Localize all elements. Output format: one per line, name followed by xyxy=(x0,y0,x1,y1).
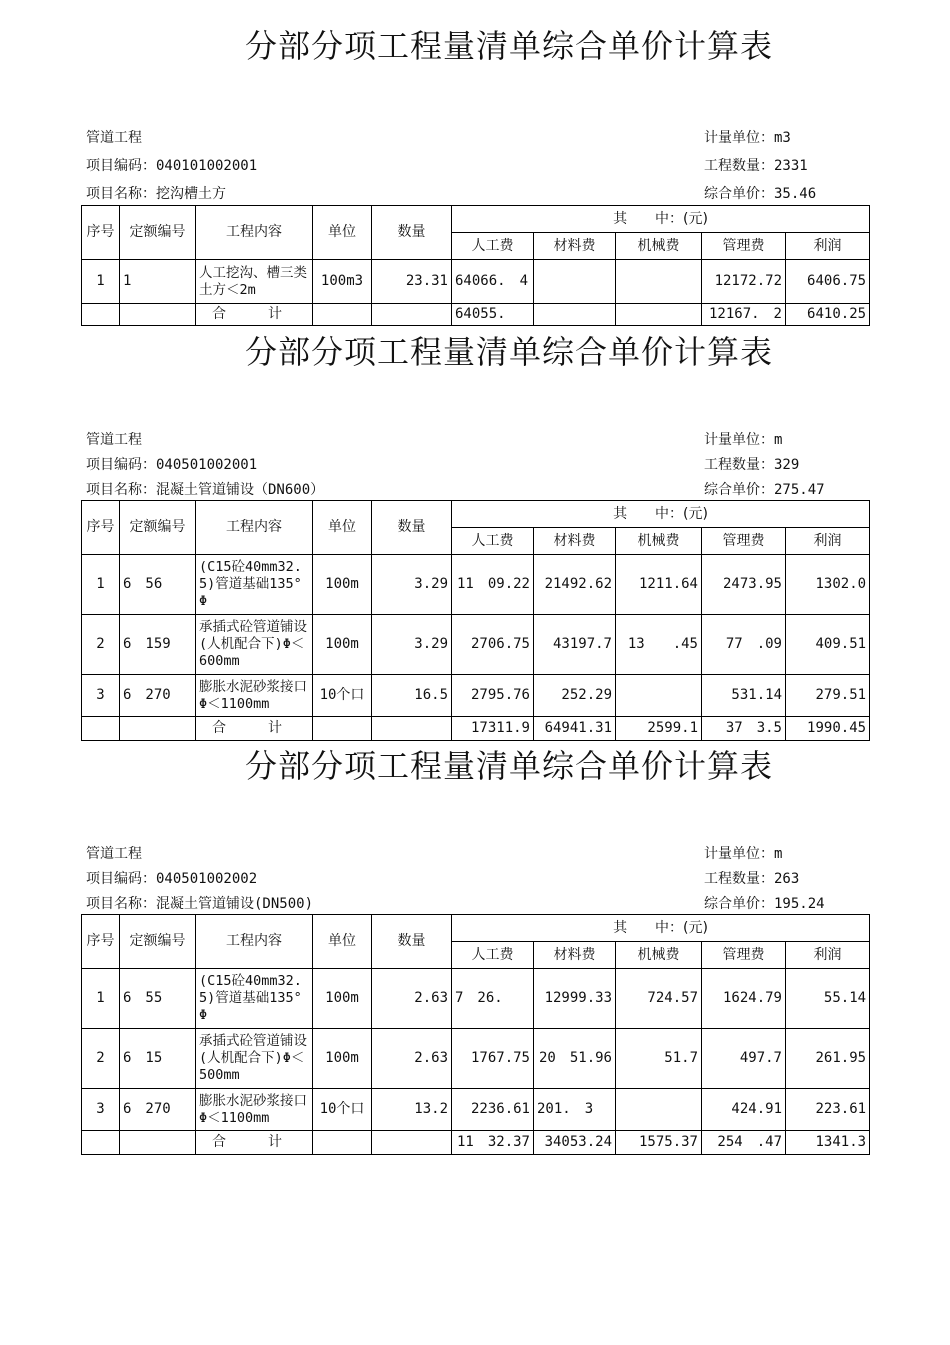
cell-quota: 6 15 xyxy=(120,1029,196,1089)
header-unit: 单位 xyxy=(313,501,372,555)
cell-profit: 261.95 xyxy=(786,1029,870,1089)
cell-content: 承插式砼管道铺设(人机配合下)Φ＜500mm xyxy=(196,1029,313,1089)
cell-seq: 2 xyxy=(82,615,120,675)
header-machine: 机械费 xyxy=(616,233,702,260)
cell-quota: 6 55 xyxy=(120,969,196,1029)
cell-material: 20 51.96 xyxy=(534,1029,616,1089)
table-row xyxy=(82,615,870,675)
header-mgmt: 管理费 xyxy=(702,528,786,555)
cell-content: (C15砼40mm32.5)管道基础135°Φ xyxy=(196,969,313,1029)
cell-labor: 2236.61 xyxy=(452,1089,534,1131)
cell-seq: 1 xyxy=(82,969,120,1029)
header-among: 其 中：(元) xyxy=(452,206,870,233)
unit-price-label: 综合单价：35.46 xyxy=(704,186,817,202)
cell-quota: 1 xyxy=(120,260,196,304)
cell-material: 21492.62 xyxy=(534,555,616,615)
cell-mgmt: 497.7 xyxy=(702,1029,786,1089)
header-quota: 定额编号 xyxy=(120,915,196,969)
cell-content: 膨胀水泥砂浆接口Φ＜1100mm xyxy=(196,675,313,717)
cell-unit: 10个口 xyxy=(313,1089,372,1131)
item-code: 项目编码：040101002001 xyxy=(86,158,258,174)
cell-mgmt: 77 .09 xyxy=(702,615,786,675)
header-labor: 人工费 xyxy=(452,528,534,555)
page-title: 分部分项工程量清单综合单价计算表 xyxy=(245,747,774,785)
cell-machine: 13 .45 xyxy=(616,615,702,675)
cell-labor: 64066. 4 xyxy=(452,260,534,304)
cell-unit: 100m xyxy=(313,1029,372,1089)
unit-price-label: 综合单价：275.47 xyxy=(704,482,825,498)
header-seq: 序号 xyxy=(82,915,120,969)
total-material: 64941.31 xyxy=(534,717,616,741)
cell-machine: 724.57 xyxy=(616,969,702,1029)
header-profit: 利润 xyxy=(786,528,870,555)
total-mgmt: 12167. 2 xyxy=(702,304,786,326)
cell-qty: 13.2 xyxy=(372,1089,452,1131)
header-quota: 定额编号 xyxy=(120,501,196,555)
total-machine xyxy=(616,304,702,326)
cell-profit: 279.51 xyxy=(786,675,870,717)
item-name: 项目名称：挖沟槽土方 xyxy=(86,186,226,202)
item-name: 项目名称：混凝土管道铺设（DN600） xyxy=(86,482,325,498)
cell-qty: 2.63 xyxy=(372,969,452,1029)
total-label: 合 计 xyxy=(196,1131,313,1155)
cell-machine: 1211.64 xyxy=(616,555,702,615)
total-profit: 6410.25 xyxy=(786,304,870,326)
total-machine: 2599.1 xyxy=(616,717,702,741)
header-labor: 人工费 xyxy=(452,233,534,260)
project-label: 管道工程 xyxy=(86,130,142,146)
unit-label: 计量单位：m xyxy=(704,846,783,862)
header-profit: 利润 xyxy=(786,942,870,969)
total-labor: 17311.9 xyxy=(452,717,534,741)
cell-profit: 409.51 xyxy=(786,615,870,675)
project-label: 管道工程 xyxy=(86,432,142,448)
header-quota: 定额编号 xyxy=(120,206,196,260)
cell-machine xyxy=(616,260,702,304)
total-mgmt: 254 .47 xyxy=(702,1131,786,1155)
cell-seq: 3 xyxy=(82,1089,120,1131)
cost-table xyxy=(81,914,870,1155)
cell-profit: 1302.0 xyxy=(786,555,870,615)
table-row xyxy=(82,555,870,615)
total-labor: 11 32.37 xyxy=(452,1131,534,1155)
cell-labor: 2706.75 xyxy=(452,615,534,675)
unit-label: 计量单位：m3 xyxy=(704,130,791,146)
header-content: 工程内容 xyxy=(196,206,313,260)
total-row xyxy=(82,1131,870,1155)
total-mgmt: 37 3.5 xyxy=(702,717,786,741)
cell-seq: 3 xyxy=(82,675,120,717)
cell-mgmt: 1624.79 xyxy=(702,969,786,1029)
total-material xyxy=(534,304,616,326)
cell-material: 12999.33 xyxy=(534,969,616,1029)
cell-content: (C15砼40mm32.5)管道基础135°Φ xyxy=(196,555,313,615)
header-seq: 序号 xyxy=(82,206,120,260)
header-seq: 序号 xyxy=(82,501,120,555)
item-code: 项目编码：040501002001 xyxy=(86,457,258,473)
cell-seq: 1 xyxy=(82,260,120,304)
cell-material: 43197.7 xyxy=(534,615,616,675)
table-row xyxy=(82,675,870,717)
total-material: 34053.24 xyxy=(534,1131,616,1155)
header-qty: 数量 xyxy=(372,206,452,260)
header-labor: 人工费 xyxy=(452,942,534,969)
project-label: 管道工程 xyxy=(86,846,142,862)
cell-labor: 11 09.22 xyxy=(452,555,534,615)
cell-quota: 6 56 xyxy=(120,555,196,615)
cell-content: 人工挖沟、槽三类土方＜2m xyxy=(196,260,313,304)
header-among: 其 中：(元) xyxy=(452,915,870,942)
header-material: 材料费 xyxy=(534,528,616,555)
header-machine: 机械费 xyxy=(616,942,702,969)
quantity-label: 工程数量：2331 xyxy=(704,158,808,174)
cell-material: 252.29 xyxy=(534,675,616,717)
total-labor: 64055. xyxy=(452,304,534,326)
cell-machine: 51.7 xyxy=(616,1029,702,1089)
cell-content: 膨胀水泥砂浆接口Φ＜1100mm xyxy=(196,1089,313,1131)
cell-profit: 223.61 xyxy=(786,1089,870,1131)
quantity-label: 工程数量：263 xyxy=(704,871,800,887)
cell-mgmt: 2473.95 xyxy=(702,555,786,615)
total-label: 合 计 xyxy=(196,717,313,741)
table-row xyxy=(82,1029,870,1089)
header-material: 材料费 xyxy=(534,233,616,260)
cell-content: 承插式砼管道铺设(人机配合下)Φ＜600mm xyxy=(196,615,313,675)
header-content: 工程内容 xyxy=(196,915,313,969)
total-machine: 1575.37 xyxy=(616,1131,702,1155)
total-profit: 1341.3 xyxy=(786,1131,870,1155)
cell-labor: 2795.76 xyxy=(452,675,534,717)
table-row xyxy=(82,1089,870,1131)
cell-profit: 55.14 xyxy=(786,969,870,1029)
quantity-label: 工程数量：329 xyxy=(704,457,800,473)
cell-material xyxy=(534,260,616,304)
table-row xyxy=(82,969,870,1029)
header-among: 其 中：(元) xyxy=(452,501,870,528)
cell-qty: 2.63 xyxy=(372,1029,452,1089)
cell-labor: 1767.75 xyxy=(452,1029,534,1089)
cell-mgmt: 531.14 xyxy=(702,675,786,717)
cell-labor: 7 26. xyxy=(452,969,534,1029)
cell-profit: 6406.75 xyxy=(786,260,870,304)
cell-seq: 1 xyxy=(82,555,120,615)
cell-machine xyxy=(616,675,702,717)
total-row xyxy=(82,304,870,326)
total-row xyxy=(82,717,870,741)
header-profit: 利润 xyxy=(786,233,870,260)
header-content: 工程内容 xyxy=(196,501,313,555)
cell-unit: 10个口 xyxy=(313,675,372,717)
cell-qty: 23.31 xyxy=(372,260,452,304)
header-machine: 机械费 xyxy=(616,528,702,555)
cell-qty: 3.29 xyxy=(372,615,452,675)
header-qty: 数量 xyxy=(372,501,452,555)
cost-table xyxy=(81,500,870,741)
header-mgmt: 管理费 xyxy=(702,942,786,969)
header-material: 材料费 xyxy=(534,942,616,969)
cell-quota: 6 159 xyxy=(120,615,196,675)
cell-quota: 6 270 xyxy=(120,675,196,717)
cell-machine xyxy=(616,1089,702,1131)
cell-mgmt: 424.91 xyxy=(702,1089,786,1131)
unit-label: 计量单位：m xyxy=(704,432,783,448)
header-unit: 单位 xyxy=(313,206,372,260)
cell-mgmt: 12172.72 xyxy=(702,260,786,304)
header-unit: 单位 xyxy=(313,915,372,969)
cost-table xyxy=(81,205,870,326)
cell-seq: 2 xyxy=(82,1029,120,1089)
cell-unit: 100m xyxy=(313,555,372,615)
unit-price-label: 综合单价：195.24 xyxy=(704,896,825,912)
cell-unit: 100m xyxy=(313,969,372,1029)
cell-qty: 16.5 xyxy=(372,675,452,717)
total-label: 合 计 xyxy=(196,304,313,326)
item-name: 项目名称：混凝土管道铺设(DN500) xyxy=(86,896,314,912)
cell-unit: 100m3 xyxy=(313,260,372,304)
item-code: 项目编码：040501002002 xyxy=(86,871,258,887)
header-qty: 数量 xyxy=(372,915,452,969)
table-row xyxy=(82,260,870,304)
cell-material: 201. 3 xyxy=(534,1089,616,1131)
total-profit: 1990.45 xyxy=(786,717,870,741)
cell-unit: 100m xyxy=(313,615,372,675)
cell-qty: 3.29 xyxy=(372,555,452,615)
cell-quota: 6 270 xyxy=(120,1089,196,1131)
page-title: 分部分项工程量清单综合单价计算表 xyxy=(245,333,774,371)
page-title: 分部分项工程量清单综合单价计算表 xyxy=(245,27,774,65)
header-mgmt: 管理费 xyxy=(702,233,786,260)
